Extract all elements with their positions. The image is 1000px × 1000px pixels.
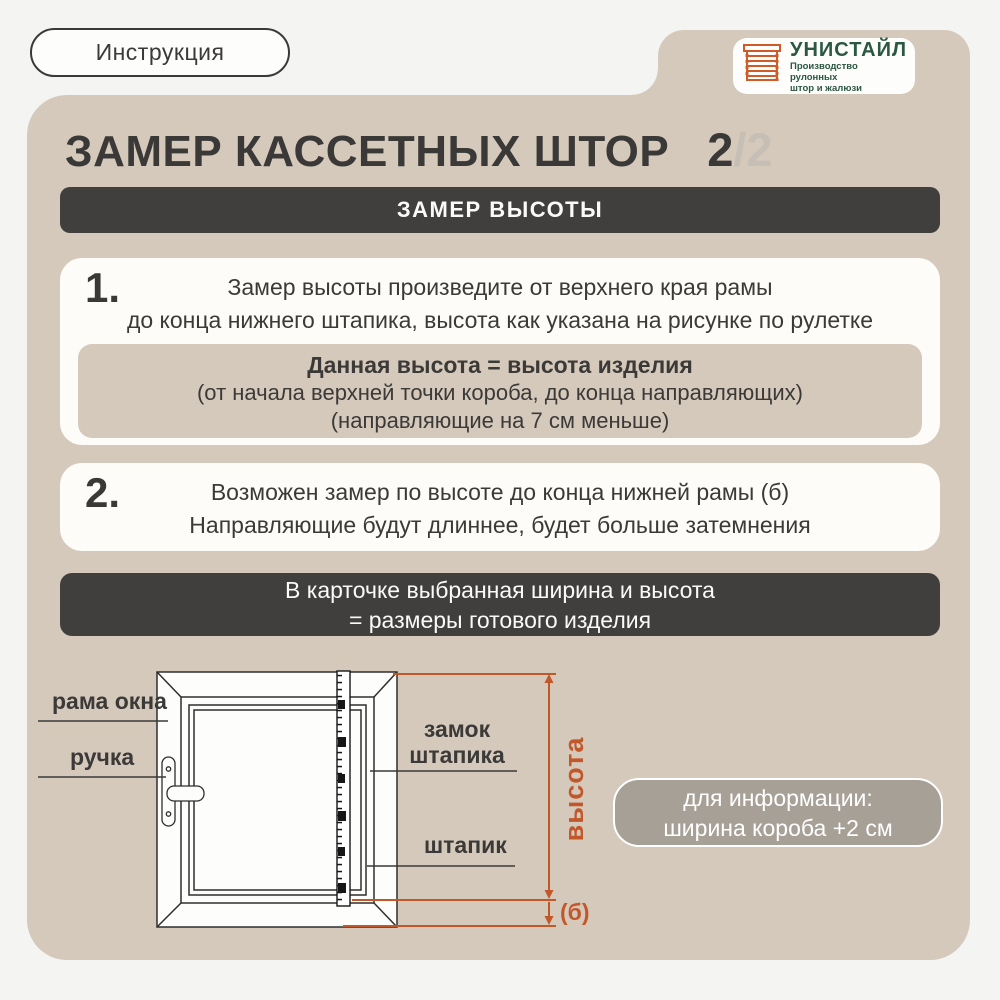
label-bead: штапик <box>424 832 507 858</box>
info-box: для информации: ширина короба +2 см <box>613 778 943 847</box>
instruction-badge: Инструкция <box>30 28 290 77</box>
logo-tagline-line1: Производство рулонных <box>790 60 858 83</box>
summary-bar: В карточке выбранная ширина и высота = размеры готового изделия <box>60 573 940 636</box>
page-number-current: 2 <box>707 123 734 176</box>
step-2-card <box>60 463 940 551</box>
label-bead-lock: замок штапика <box>409 716 505 768</box>
label-handle: ручка <box>70 744 135 770</box>
logo-name: УНИСТАЙЛ <box>790 38 908 61</box>
label-height: высота <box>559 736 589 842</box>
step-1-card <box>60 258 940 445</box>
step-1-note <box>78 344 922 438</box>
measuring-tape <box>337 671 350 906</box>
note-title: Данная высота = высота изделия <box>307 352 693 378</box>
label-alt-mark: (б) <box>560 899 590 925</box>
page-number-total: /2 <box>733 123 773 176</box>
company-logo <box>733 38 915 94</box>
logo-tagline-line2: штор и жалюзи <box>790 82 863 94</box>
card-tab-fillet <box>632 69 658 95</box>
step-1-number: 1. <box>85 264 121 311</box>
note-line1: (от начала верхней точки короба, до конца направляющих) <box>196 380 803 405</box>
step-2-number: 2. <box>85 469 121 516</box>
note-line2: (направляющие на 7 см меньше) <box>330 408 670 433</box>
page-title: ЗАМЕР КАССЕТНЫХ ШТОР <box>65 127 670 176</box>
page-title-row <box>65 122 773 177</box>
label-window-frame: рама окна <box>52 688 167 714</box>
blinds-icon <box>741 43 783 90</box>
section-header-bar: ЗАМЕР ВЫСОТЫ <box>60 187 940 233</box>
step-2-text: Возможен замер по высоте до конца нижней рамы (б) Направляющие будут длиннее, будет больше затемнения <box>189 479 811 538</box>
step-1-text: Замер высоты произведите от верхнего края рамы до конца нижнего штапика, высота как указана на рисунке по рулетке <box>126 274 874 333</box>
